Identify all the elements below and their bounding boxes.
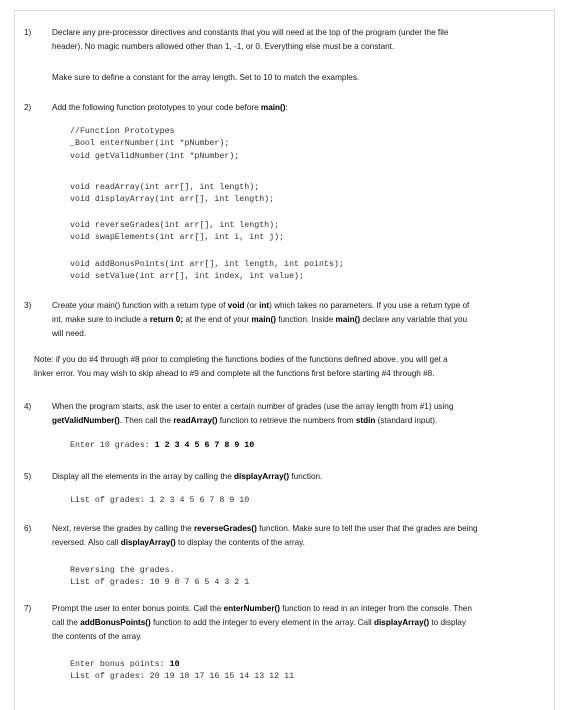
item-number: 1) (24, 28, 32, 37)
code-line: void reverseGrades(int arr[], int length); (70, 221, 280, 230)
item-number: 7) (24, 604, 32, 613)
instruction-line: Next, reverse the grades by calling the reverseGrades() function. Make sure to tell the user that the grades are being (52, 524, 478, 533)
instruction-line: reversed. Also call displayArray() to display the contents of the array. (52, 538, 305, 547)
item-number: 4) (24, 402, 32, 411)
instruction-line: Make sure to define a constant for the array length. Set to 10 to match the examples. (52, 73, 360, 82)
code-line: void getValidNumber(int *pNumber); (70, 151, 240, 161)
instruction-line: Declare any pre-processor directives and constants that you will need at the top of the program (under the file (52, 28, 449, 37)
instruction-line: getValidNumber(). Then call the readArray() function to retrieve the numbers from stdin (standard input). (52, 416, 438, 425)
instruction-line: When the program starts, ask the user to enter a certain number of grades (use the array length from #1) using (52, 402, 454, 411)
code-line: List of grades: 10 9 8 7 6 5 4 3 2 1 (70, 578, 250, 587)
code-line: Enter 10 grades: 1 2 3 4 5 6 7 8 9 10 (70, 441, 255, 450)
code-line: void setValue(int arr[], int index, int value); (70, 272, 305, 282)
instruction-line: Note: if you do #4 through #8 prior to completing the functions bodies of the functions defined above, you will get a (34, 355, 448, 364)
code-line: void swapElements(int arr[], int i, int j); (70, 233, 285, 243)
instruction-line: call the addBonusPoints() function to add the integer to every element in the array. Call displayArray() to display (52, 618, 466, 627)
item-number: 3) (24, 301, 32, 310)
item-number: 2) (24, 103, 32, 112)
code-line: List of grades: 1 2 3 4 5 6 7 8 9 10 (70, 496, 250, 505)
instruction-line: Prompt the user to enter bonus points. Call the enterNumber() function to read in an integer from the console. Then (52, 604, 472, 613)
item-number: 5) (24, 472, 32, 481)
code-line: void displayArray(int arr[], int length); (70, 195, 275, 205)
code-line: void addBonusPoints(int arr[], int length, int points); (70, 260, 344, 269)
instruction-line: header). No magic numbers allowed other than 1, -1, or 0. Everything else must be a constant. (52, 42, 395, 51)
instruction-line: Display all the elements in the array by calling the displayArray() function. (52, 472, 323, 481)
instruction-line: int, make sure to include a return 0; at the end of your main() function. Inside main() declare any variable that you (52, 315, 468, 324)
code-line: void readArray(int arr[], int length); (70, 183, 260, 192)
instruction-line: Add the following function prototypes to your code before main(): (52, 103, 288, 112)
instruction-line: Create your main() function with a return type of void (or int) which takes no parameters. If you use a return type of (52, 301, 470, 310)
code-line: Reversing the grades. (70, 566, 175, 575)
code-line: Enter bonus points: 10 (70, 660, 180, 669)
code-line: //Function Prototypes (70, 127, 175, 136)
item-number: 6) (24, 524, 32, 533)
code-line: _Bool enterNumber(int *pNumber); (70, 139, 230, 149)
code-line: List of grades: 20 19 18 17 16 15 14 13 12 11 (70, 672, 295, 681)
instruction-line: will need. (52, 329, 87, 338)
instruction-line: the contents of the array. (52, 632, 142, 641)
instruction-line: linker error. You may wish to skip ahead to #9 and complete all the functions first before starting #4 through #8. (34, 369, 435, 378)
